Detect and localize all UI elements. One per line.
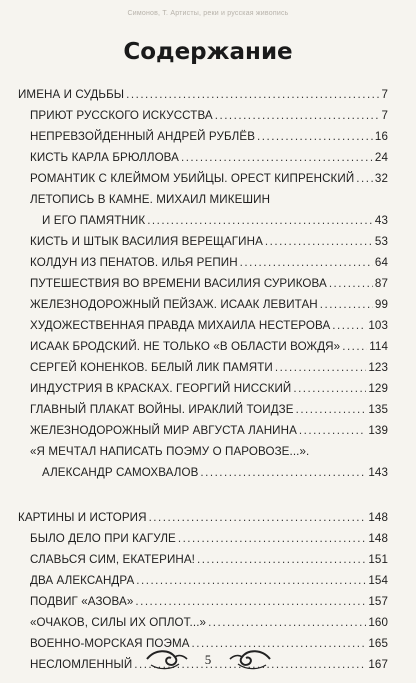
toc-entry — [18, 273, 388, 294]
dot-leader — [135, 591, 366, 612]
toc-entry-page: 148 — [368, 532, 388, 545]
toc-entry-title: ГЛАВНЫЙ ПЛАКАТ ВОЙНЫ. ИРАКЛИЙ ТОИДЗЕ — [30, 403, 294, 416]
table-of-contents — [18, 84, 388, 675]
dot-leader — [296, 399, 367, 420]
toc-entry-continuation — [18, 210, 388, 231]
toc-entry-title: «Я МЕЧТАЛ НАПИСАТЬ ПОЭМУ О ПАРОВОЗЕ...». — [30, 445, 310, 458]
dot-leader — [329, 273, 373, 294]
dot-leader — [332, 315, 366, 336]
toc-entry — [18, 126, 388, 147]
toc-entry — [18, 231, 388, 252]
toc-entry-page: 24 — [374, 151, 388, 164]
toc-entry — [18, 378, 388, 399]
toc-entry — [18, 528, 388, 549]
toc-section-heading — [18, 507, 388, 528]
toc-entry-page: 99 — [374, 298, 388, 311]
dot-leader — [149, 507, 367, 528]
toc-entry-title: ЛЕТОПИСЬ В КАМНЕ. МИХАИЛ МИКЕШИН — [30, 193, 271, 206]
toc-entry — [18, 336, 388, 357]
toc-entry-title: ХУДОЖЕСТВЕННАЯ ПРАВДА МИХАИЛА НЕСТЕРОВА — [30, 319, 331, 332]
toc-entry — [18, 294, 388, 315]
toc-entry-page: 165 — [368, 637, 388, 650]
toc-entry-title: СЕРГЕЙ КОНЕНКОВ. БЕЛЫЙ ЛИК ПАМЯТИ — [30, 361, 273, 374]
toc-entry-title: И ЕГО ПАМЯТНИК — [42, 214, 146, 227]
page-number: 5 — [204, 652, 212, 667]
toc-entry-title: РОМАНТИК С КЛЕЙМОМ УБИЙЦЫ. ОРЕСТ КИПРЕНСКИЙ — [30, 172, 355, 185]
dot-leader — [342, 336, 367, 357]
dot-leader — [136, 570, 366, 591]
toc-entry-title: АЛЕКСАНДР САМОХВАЛОВ — [42, 466, 199, 479]
toc-entry-title: «ОЧАКОВ, СИЛЫ ИХ ОПЛОТ...» — [30, 616, 207, 629]
toc-entry-title: ПОДВИГ «АЗОВА» — [30, 595, 134, 608]
toc-entry-title: КАРТИНЫ И ИСТОРИЯ — [18, 511, 147, 524]
toc-entry-title: ПУТЕШЕСТВИЯ ВО ВРЕМЕНИ ВАСИЛИЯ СУРИКОВА — [30, 277, 327, 290]
dot-leader — [257, 126, 373, 147]
toc-entry — [18, 105, 388, 126]
toc-entry — [18, 591, 388, 612]
toc-entry-page: 7 — [381, 88, 388, 101]
dot-leader — [147, 210, 373, 231]
toc-entry-page: 16 — [374, 130, 388, 143]
running-head: Симонов, Т. Артисты, реки и русская живопись — [127, 10, 289, 17]
toc-entry-title: СЛАВЬСЯ СИМ, ЕКАТЕРИНА! — [30, 553, 196, 566]
dot-leader — [200, 462, 366, 483]
dot-leader — [293, 378, 366, 399]
dot-leader — [126, 84, 379, 105]
toc-entry-title: НЕПРЕВЗОЙДЕННЫЙ АНДРЕЙ РУБЛЁВ — [30, 130, 256, 143]
toc-entry — [18, 549, 388, 570]
toc-entry-title: ИСААК БРОДСКИЙ. НЕ ТОЛЬКО «В ОБЛАСТИ ВОЖДЯ» — [30, 340, 341, 353]
dot-leader — [208, 612, 366, 633]
toc-entry — [18, 315, 388, 336]
toc-entry-page: 87 — [374, 277, 388, 290]
toc-entry-title: ИМЕНА И СУДЬБЫ — [18, 88, 125, 101]
page-title: Содержание — [123, 39, 293, 65]
toc-entry-page: 151 — [368, 553, 388, 566]
toc-entry-title: ДВА АЛЕКСАНДРА — [30, 574, 135, 587]
toc-entry-page: 64 — [374, 256, 388, 269]
toc-entry-continuation — [18, 462, 388, 483]
toc-entry-page: 154 — [368, 574, 388, 587]
toc-entry-page: 157 — [368, 595, 388, 608]
toc-entry-title: КИСТЬ КАРЛА БРЮЛЛОВА — [30, 151, 179, 164]
dot-leader — [356, 168, 373, 189]
toc-entry — [18, 399, 388, 420]
toc-entry-title: КИСТЬ И ШТЫК ВАСИЛИЯ ВЕРЕЩАГИНА — [30, 235, 263, 248]
toc-entry — [18, 252, 388, 273]
toc-entry-page: 160 — [368, 616, 388, 629]
flourish-ornament-icon — [228, 646, 272, 672]
toc-entry-title: ЖЕЛЕЗНОДОРОЖНЫЙ ПЕЙЗАЖ. ИСААК ЛЕВИТАН — [30, 298, 318, 311]
toc-entry-title: ПРИЮТ РУССКОГО ИСКУССТВА — [30, 109, 213, 122]
dot-leader — [275, 357, 367, 378]
toc-entry-page: 32 — [374, 172, 388, 185]
dot-leader — [320, 294, 373, 315]
toc-entry-title: БЫЛО ДЕЛО ПРИ КАГУЛЕ — [30, 532, 176, 545]
toc-entry-title: КОЛДУН ИЗ ПЕНАТОВ. ИЛЬЯ РЕПИН — [30, 256, 238, 269]
toc-entry-page: 53 — [374, 235, 388, 248]
toc-entry-page: 167 — [368, 658, 388, 671]
toc-entry — [18, 612, 388, 633]
toc-entry-title: НЕСЛОМЛЕННЫЙ — [30, 658, 133, 671]
dot-leader — [240, 252, 373, 273]
dot-leader — [181, 147, 373, 168]
toc-entry-page: 139 — [368, 424, 388, 437]
toc-entry-title: ИНДУСТРИЯ В КРАСКАХ. ГЕОРГИЙ НИССКИЙ — [30, 382, 292, 395]
toc-entry — [18, 168, 388, 189]
dot-leader — [265, 231, 373, 252]
toc-entry — [18, 570, 388, 591]
toc-entry — [18, 189, 388, 210]
dot-leader — [178, 528, 366, 549]
toc-entry — [18, 147, 388, 168]
toc-entry — [18, 420, 388, 441]
dot-leader — [197, 549, 366, 570]
dot-leader — [215, 105, 380, 126]
toc-entry — [18, 441, 388, 462]
page-footer — [0, 646, 416, 676]
toc-section-heading — [18, 84, 388, 105]
toc-entry-page: 43 — [374, 214, 388, 227]
toc-entry-page: 135 — [368, 403, 388, 416]
toc-entry — [18, 357, 388, 378]
toc-entry-page: 7 — [381, 109, 388, 122]
toc-entry-page: 148 — [368, 511, 388, 524]
toc-entry-title: ЖЕЛЕЗНОДОРОЖНЫЙ МИР АВГУСТА ЛАНИНА — [30, 424, 297, 437]
toc-entry-page: 123 — [368, 361, 388, 374]
toc-entry-page: 114 — [369, 340, 388, 353]
dot-leader — [299, 420, 366, 441]
toc-entry-page: 103 — [368, 319, 388, 332]
toc-entry-title: ВОЕННО-МОРСКАЯ ПОЭМА — [30, 637, 190, 650]
toc-entry-page: 143 — [368, 466, 388, 479]
toc-entry-page: 129 — [368, 382, 388, 395]
